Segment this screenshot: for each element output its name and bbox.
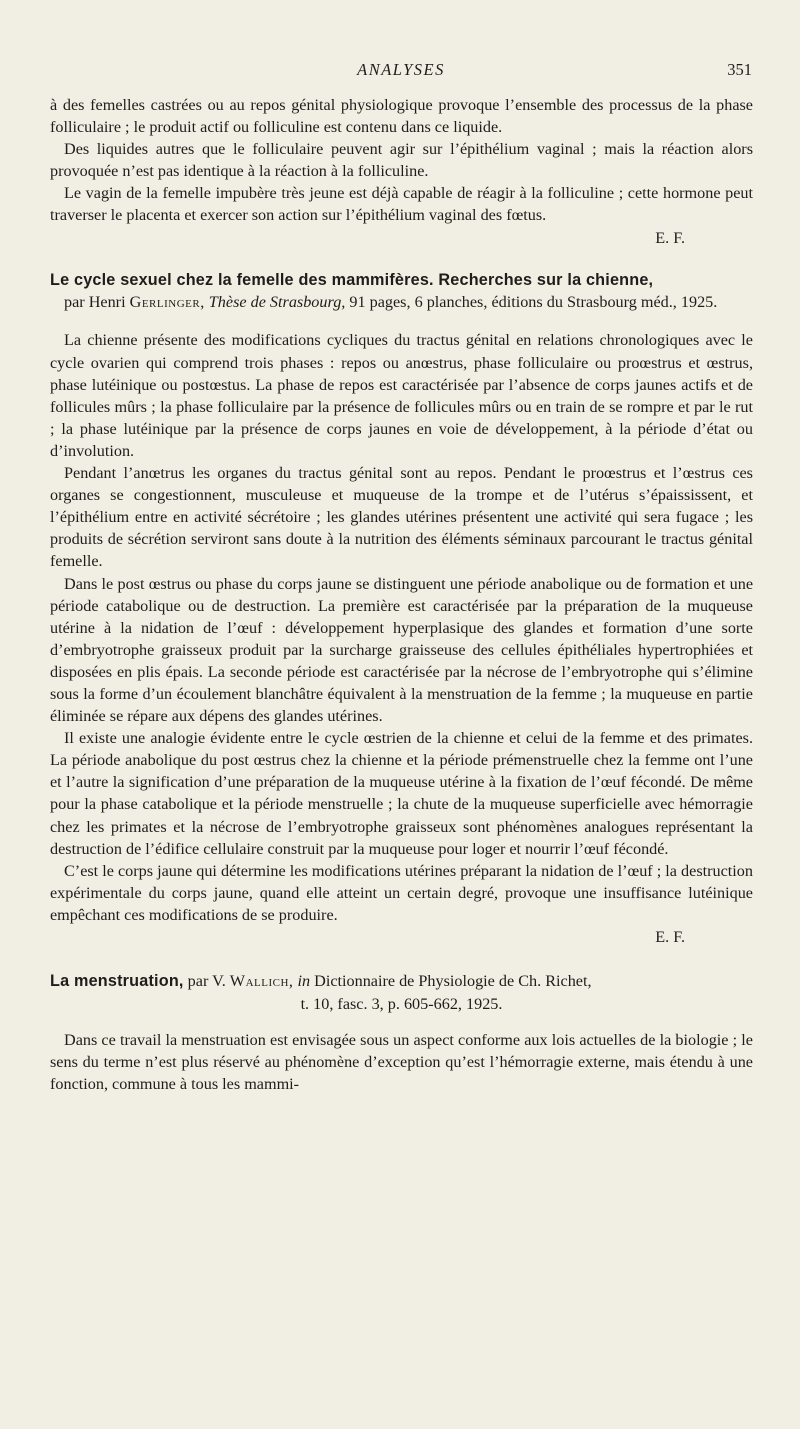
paragraph: Le vagin de la femelle impubère très jeune est déjà capable de réagir à la folliculine ; cette hormone peut traverser le placenta et exercer son action sur l’épithélium vaginal des fœtus. [50, 184, 753, 225]
paragraph: La chienne présente des modifications cycliques du tractus génital en relations chronologiques avec le cycle ovarien qui comprend trois phases : repos ou anœstrus, phase folliculaire ou proœstrus et œstrus, phase lutéinique ou postœstus. La phase de repos est caractérisée par l’absence de corps jaunes actifs et de follicules mûrs ; la phase folliculaire par la présence de follicules mûrs ou en train de se rompre et par le rut ; la phase lutéinique par la présence de corps jaunes en voie de développement, à la période d’état ou d’involution. [50, 331, 753, 460]
citation-by: par V. [187, 972, 226, 991]
running-head [50, 60, 752, 84]
review-title: La menstruation, [50, 972, 184, 991]
review-heading [50, 269, 753, 314]
review-signature: E. F. [655, 928, 685, 946]
paragraph: Pendant l’anœtrus les organes du tractus génital sont au repos. Pendant le proœstrus et l’œstrus ces organes se congestionnent, musculeuse et muqueuse de la trompe et de l’utérus s’épaississent, et l’épithélium entre en activité sécrétoire ; les glandes utérines présentent une activité qui sera fugace ; les produits de sécrétion serviront sans doute à la nutrition des éléments séminaux parcourant le tractus génital femelle. [50, 464, 753, 571]
review-signature: E. F. [655, 228, 685, 247]
paragraph: Il existe une analogie évidente entre le cycle œstrien de la chienne et celui de la femme et des primates. La période anabolique du post œstrus chez la chienne et la période prémenstruelle chez la femme ont l’une et l’autre la signification d’une préparation de la muqueuse utérine à la fixation de l’œuf fécondé. De même pour la phase catabolique et la période menstruelle ; la chute de la muqueuse superficielle avec hémorragie chez les primates et la nécrose de l’embryotrophe graisseux sont phénomènes analogues représentant la destruction de l’édifice cellulaire construit par la muqueuse pour loger et nourrir l’œuf fécondé. [50, 729, 753, 858]
paragraph: Dans le post œstrus ou phase du corps jaune se distinguent une période anabolique ou de formation et une période catabolique ou de destruction. La première est caractérisée par la préparation de la muqueuse utérine à la nidation de l’œuf : développement hyperplasique des glandes et formation d’une sorte d’embryotrophe graisseux produit par la surcharge graisseuse des cellules épithéliales hypertrophiées et disposées en plis épais. La seconde période est caractérisée par la nécrose de l’embryotrophe qui s’élimine sous la forme d’un écoulement blanchâtre équivalent à la menstruation de la femme ; la muqueuse en partie éliminée se répare aux dépens des glandes utérines. [50, 574, 753, 726]
citation-by: par Henri [64, 293, 126, 312]
citation-source: Dictionnaire de Physiologie de Ch. Richet, [314, 972, 592, 991]
review-title: Le cycle sexuel chez la femelle des mammifères. Recherches sur la chienne, [50, 270, 654, 289]
citation-details: t. 10, fasc. 3, p. 605-662, 1925. [300, 994, 503, 1013]
paragraph: à des femelles castrées ou au repos génital physiologique provoque l’ensemble des processus de la phase folliculaire ; le produit actif ou folliculine est contenu dans ce liquide. [50, 96, 753, 137]
citation-in: in [297, 972, 311, 991]
citation-source: Thèse de Strasbourg, [208, 293, 346, 312]
page-number: 351 [727, 60, 752, 79]
review-heading [50, 970, 753, 1015]
paragraph: C’est le corps jaune qui détermine les modifications utérines préparant la nidation de l’œuf ; la destruction expérimentale du corps jaune, quand elle atteint un certain degré, provoque une insuffisance lutéinique empêchant ces modifications de se produire. [50, 861, 753, 924]
citation-details: 91 pages, 6 planches, éditions du Strasbourg méd., 1925. [349, 293, 718, 312]
page-body [50, 94, 753, 1095]
section-title: ANALYSES [357, 60, 445, 79]
author-name: Wallich, [229, 972, 294, 991]
paragraph: Dans ce travail la menstruation est envisagée sous un aspect conforme aux lois actuelles de la biologie ; le sens du terme n’est plus réservé au phénomène d’exception qu’est l’hémorragie externe, mais étendu à une fonction, commune à tous les mammi- [50, 1030, 753, 1094]
review-citation [50, 291, 753, 313]
author-name: Gerlinger, [129, 293, 205, 312]
paragraph: Des liquides autres que le folliculaire peuvent agir sur l’épithélium vaginal ; mais la réaction alors provoquée n’est pas identique à la réaction à la folliculine. [50, 140, 753, 181]
